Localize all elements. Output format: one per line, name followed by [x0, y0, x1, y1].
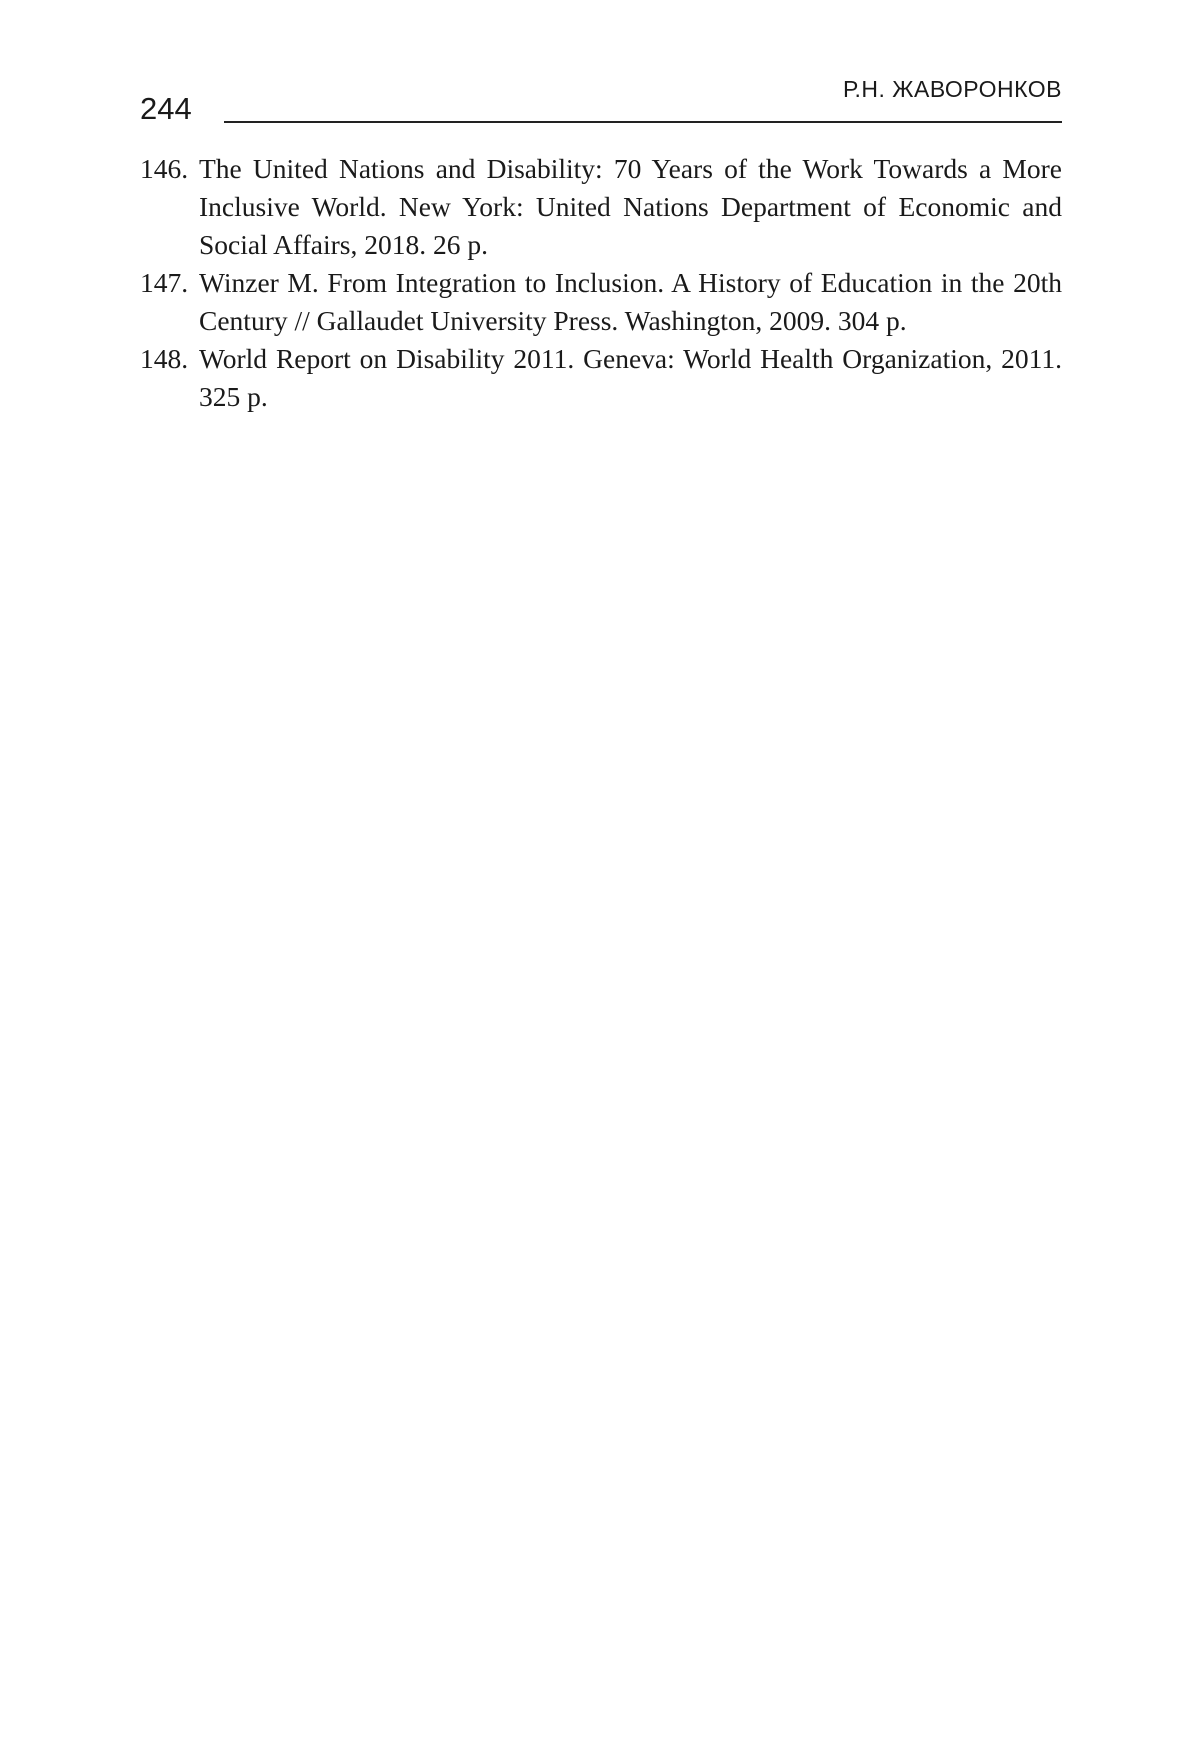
page-header: [140, 74, 1062, 126]
reference-text: Winzer M. From Integration to Inclusion. A History of Education in the 20th Century // Gallaudet University Press. Washington, 2009. 304 p.: [199, 267, 1062, 336]
reference-list: [140, 150, 1062, 416]
reference-text: The United Nations and Disability: 70 Years of the Work Towards a More Inclusive World. New York: United Nations Department of Economic and Social Affairs, 2018. 26 p.: [199, 153, 1062, 260]
reference-number: 148.: [140, 343, 189, 374]
page-number: 244: [140, 91, 192, 126]
reference-item: [140, 340, 1062, 416]
reference-text: World Report on Disability 2011. Geneva: World Health Organization, 2011. 325 p.: [199, 343, 1062, 412]
header-rule: [224, 121, 1062, 123]
running-head: Р.Н. ЖАВОРОНКОВ: [842, 76, 1062, 102]
reference-item: [140, 264, 1062, 340]
reference-number: 147.: [140, 267, 189, 298]
reference-item: [140, 150, 1062, 264]
reference-number: 146.: [140, 153, 189, 184]
